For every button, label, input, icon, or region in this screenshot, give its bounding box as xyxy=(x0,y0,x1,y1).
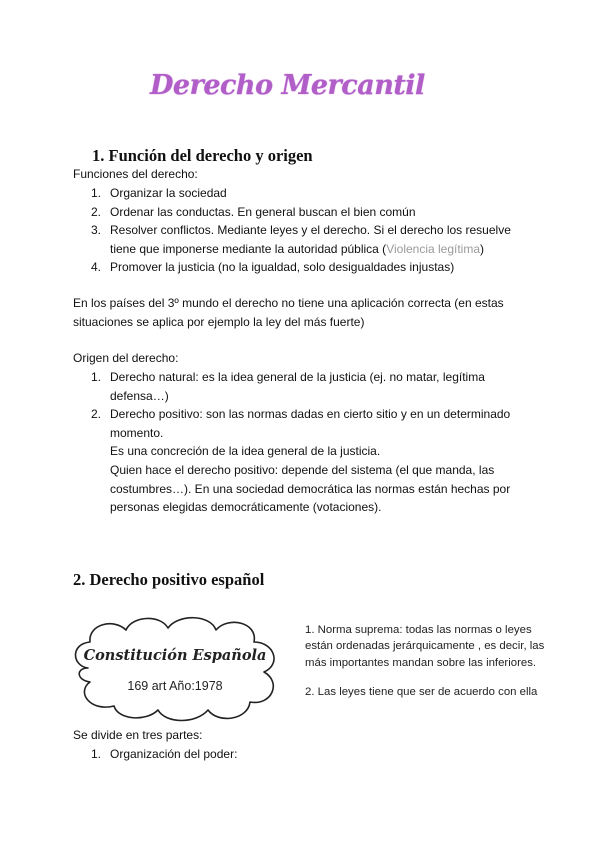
list-item xyxy=(73,258,573,277)
list-text: Organización del poder: xyxy=(110,747,238,761)
list-text: Promover la justicia (no la igualdad, solo desigualdades injustas) xyxy=(110,260,455,275)
list-text: Es una concreción de la idea general de la justicia. xyxy=(110,444,381,459)
section-1-heading xyxy=(92,146,313,166)
list-item xyxy=(73,405,573,517)
section-1-title: Función del derecho y origen xyxy=(108,146,313,165)
list-text: momento. xyxy=(110,425,164,440)
list-number: 2. xyxy=(91,204,102,219)
list-text: defensa…) xyxy=(110,388,169,403)
list-item xyxy=(73,203,573,222)
list-text: Organizar la sociedad xyxy=(110,186,227,200)
note-supreme-norm: 1. Norma suprema: todas las normas o leyes están ordenadas jerárquicamente , es decir, las más importantes mandan sobre las inferiores. xyxy=(305,624,545,669)
cloud-title: Constitución Española xyxy=(83,647,267,664)
list-text-line2: tiene que imponerse mediante la autoridad pública (Violencia legítima) xyxy=(110,241,485,256)
parts-label: Se divide en tres partes: xyxy=(73,728,203,742)
list-number: 1. xyxy=(91,370,102,384)
list-number: 3. xyxy=(91,223,102,238)
list-text: Derecho natural: es la idea general de la justicia (ej. no matar, legítima xyxy=(110,370,485,384)
functions-label: Funciones del derecho: xyxy=(73,167,198,181)
origin-label: Origen del derecho: xyxy=(73,351,179,365)
section-1-number: 1. xyxy=(92,146,105,165)
origin-list xyxy=(73,368,573,517)
list-text: Quien hace el derecho positivo: depende del sistema (el que manda, las xyxy=(110,462,495,477)
section-2-title: Derecho positivo español xyxy=(89,570,265,589)
section-2-number: 2. xyxy=(73,570,86,589)
list-item xyxy=(73,184,573,203)
section-2-heading xyxy=(73,570,264,590)
list-text: Derecho positivo: son las normas dadas en cierto sitio y en un determinado xyxy=(110,407,511,422)
cloud-shape xyxy=(68,610,282,724)
list-item xyxy=(73,368,573,405)
muted-note: Violencia legítima xyxy=(386,241,481,256)
list-number: 1. xyxy=(91,186,102,200)
cloud-subtitle: 169 art Año:1978 xyxy=(127,679,223,693)
note-laws-accord: 2. Las leyes tiene que ser de acuerdo con ella xyxy=(305,686,538,698)
list-number: 2. xyxy=(91,407,102,422)
list-item xyxy=(73,221,573,258)
list-text: Resolver conflictos. Mediante leyes y el derecho. Si el derecho los resuelve xyxy=(110,223,511,238)
list-text: Ordenar las conductas. En general buscan el bien común xyxy=(110,204,416,219)
list-item xyxy=(73,745,573,764)
list-number: 4. xyxy=(91,260,102,275)
constitution-cloud xyxy=(68,610,282,724)
list-text: costumbres…). En una sociedad democrática las normas están hechas por xyxy=(110,481,511,496)
functions-list xyxy=(73,184,573,277)
parts-list xyxy=(73,745,573,764)
list-number: 1. xyxy=(91,747,102,761)
list-text: personas elegidas democráticamente (votaciones). xyxy=(110,500,382,515)
third-world-paragraph: En los países del 3º mundo el derecho no tiene una aplicación correcta (en estas situaciones se aplica por ejemplo la ley del más fuerte) xyxy=(73,296,504,329)
page-title: Derecho Mercantil xyxy=(150,70,425,101)
